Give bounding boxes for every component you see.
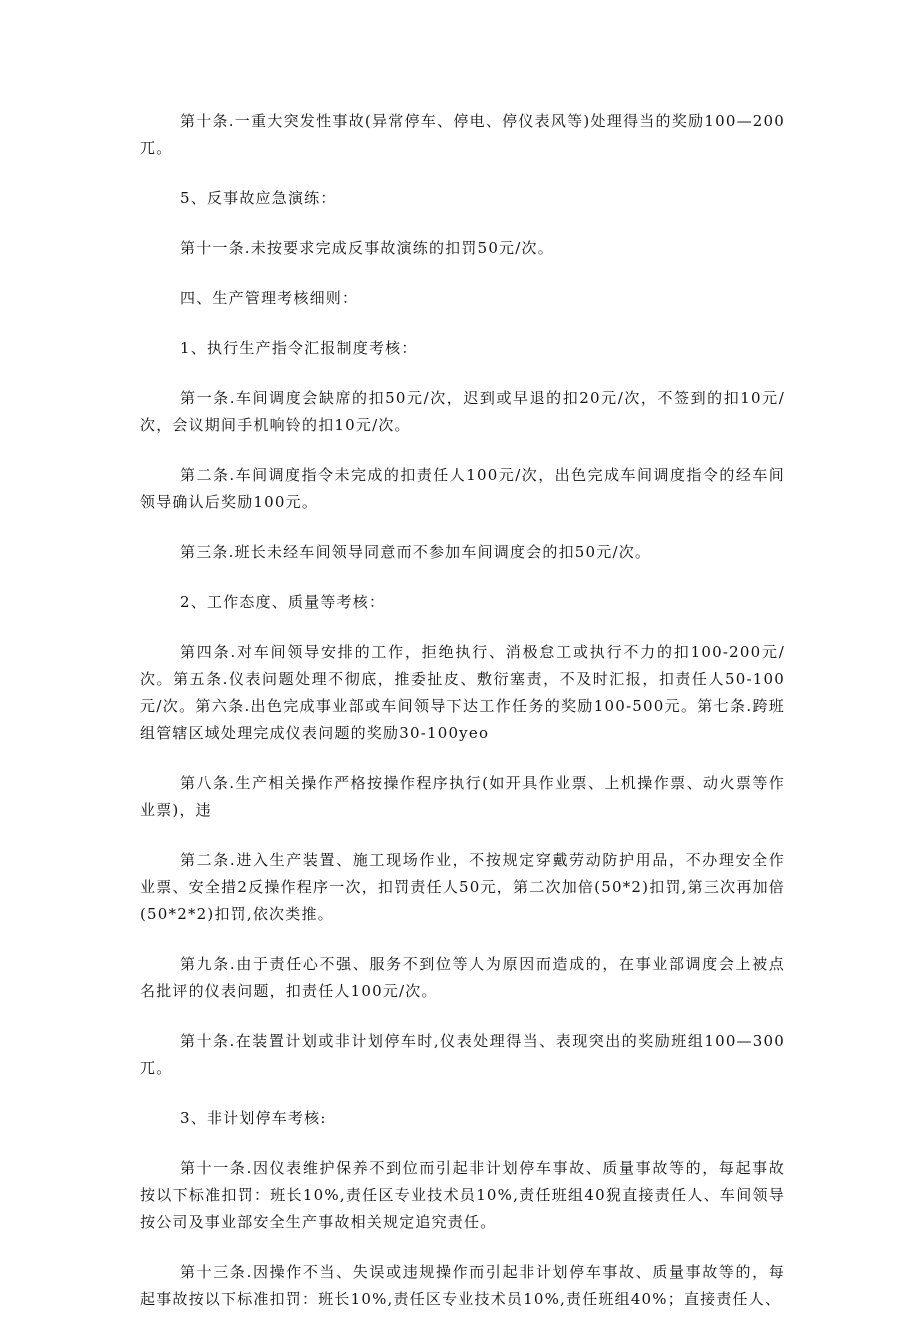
section-heading-unplanned-shutdown: 3、非计划停车考核: xyxy=(180,1109,327,1127)
paragraph-article-3-team-leader: 第三条.班长未经车间领导同意而不参加车间调度会的扣50元/次。 xyxy=(180,543,652,561)
paragraph-article-2-dispatch: 第二条.车间调度指令未完成的扣责任人100元/次，出色完成车间调度指令的经车间领导确认后奖励100元。 xyxy=(140,466,785,511)
paragraph-article-10-emergency-reward: 第十条.一重大突发性事故(异常停车、停电、停仪表风等)处理得当的奖励100—200兀。 xyxy=(140,112,785,157)
section-heading-work-attitude: 2、工作态度、质量等考核： xyxy=(180,593,386,611)
paragraph-article-2-safety-gear: 第二条.进入生产装置、施工现场作业，不按规定穿戴劳动防护用品，不办理安全作业票、安全措2反操作程序一次，扣罚责任人50元，第二次加倍(50*2)扣罚,第三次再加倍(50*2*2)扣罚,依次类推。 xyxy=(140,851,785,923)
paragraph-article-11-maintenance: 第十一条.因仪表维护保养不到位而引起非计划停车事故、质量事故等的，每起事故按以下标准扣罚：班长10%,责任区专业技术员10%,责任班组40猊直接责任人、车间领导按公司及事业部安全生产事故相关规定追究责任。 xyxy=(140,1159,785,1231)
paragraph-articles-4-to-7: 第四条.对车间领导安排的工作，拒绝执行、消极怠工或执行不力的扣100-200元/次。第五条.仪表问题处理不彻底，推委扯皮、敷衍塞责，不及时汇报，扣责任人50-100元/次。第六条.出色完成事业部或车间领导下达工作任务的奖励100-500元。第七条.跨班组管辖区域处理完成仪表问题的奖励30-100yeo xyxy=(140,643,785,742)
paragraph-article-13-operation-error: 第十三条.因操作不当、失误或违规操作而引起非计划停车事故、质量事故等的，每起事故按以下标准扣罚：班长10%,责任区专业技术员10%,责任班组40%；直接责任人、 xyxy=(140,1263,785,1308)
paragraph-article-9-responsibility: 第九条.由于责任心不强、服务不到位等人为原因而造成的，在事业部调度会上被点名批评的仪表问题，扣责任人100元/次。 xyxy=(140,955,785,1000)
section-heading-command-reporting: 1、执行生产指令汇报制度考核： xyxy=(180,339,418,357)
section-heading-production-management: 四、生产管理考核细则： xyxy=(180,289,359,307)
document-body xyxy=(140,108,785,1336)
paragraph-article-8-operation: 第八条.生产相关操作严格按操作程序执行(如开具作业票、上机操作票、动火票等作业票)，违 xyxy=(140,774,785,819)
paragraph-article-10-shutdown-reward: 第十条.在装置计划或非计划停车时,仪表处理得当、表现突出的奖励班组100—300兀。 xyxy=(140,1032,785,1077)
paragraph-article-11-drill-penalty: 第十一条.未按要求完成反事故演练的扣罚50元/次。 xyxy=(180,239,554,257)
paragraph-article-1-meeting: 第一条.车间调度会缺席的扣50元/次，迟到或早退的扣20元/次，不签到的扣10元/次，会议期间手机响铃的扣10元/次。 xyxy=(140,389,785,434)
section-heading-drill: 5、反事故应急演练： xyxy=(180,189,337,207)
